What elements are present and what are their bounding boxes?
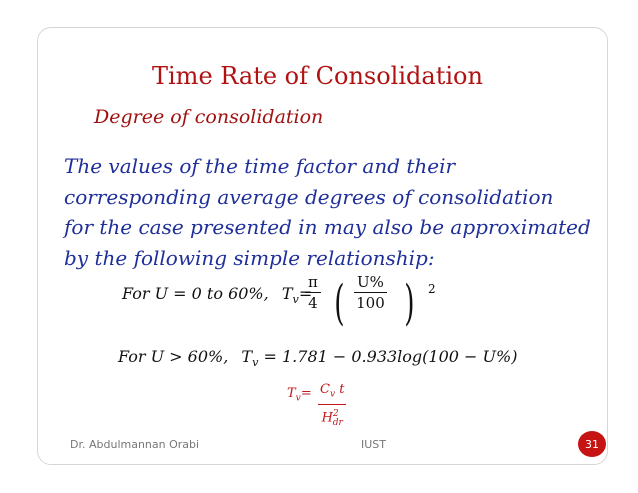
equation-1-pi-fraction [305, 273, 321, 312]
cv-t-numerator: $C_v$ t [318, 382, 346, 405]
u-percent-numerator: U% [354, 273, 387, 293]
equation-3-fraction [318, 382, 346, 432]
slide-subtitle: Degree of consolidation [94, 106, 324, 128]
equation-2-tv: $T_v$ [241, 347, 259, 370]
equation-1-equals: = [298, 284, 313, 303]
pi-numerator: π [305, 273, 321, 293]
right-paren: ) [404, 275, 415, 331]
slide-title: Time Rate of Consolidation [152, 62, 483, 90]
exponent-two: 2 [428, 282, 436, 296]
body-line: by the following simple relationship: [64, 245, 435, 270]
hdr-denominator: $H^2_{dr}$ [321, 408, 343, 428]
page-number-badge: 31 [578, 431, 606, 457]
footer-author: Dr. Abdulmannan Orabi [70, 438, 200, 451]
equation-3-tv: $T_v=$ [287, 386, 312, 404]
equation-1-condition: For U = 0 to 60%, [122, 284, 269, 303]
equation-2-rhs: = 1.781 − 0.933log(100 − U%) [263, 347, 518, 366]
four-denominator: 4 [308, 294, 318, 312]
left-paren: ( [334, 275, 345, 331]
body-line: for the case presented in may also be approximated [64, 215, 591, 239]
body-line: The values of the time factor and their [64, 154, 456, 178]
body-paragraph [64, 151, 604, 273]
equation-1-tv: $T_v$ [281, 284, 299, 307]
footer-institution: IUST [361, 438, 386, 451]
equation-1-u-fraction [354, 273, 387, 312]
body-line: corresponding average degrees of consolidation [64, 184, 554, 209]
equation-2-condition: For U > 60%, [118, 347, 229, 366]
hundred-denominator: 100 [356, 294, 385, 312]
equation-2 [118, 347, 517, 369]
equation-1-lhs [122, 284, 312, 306]
